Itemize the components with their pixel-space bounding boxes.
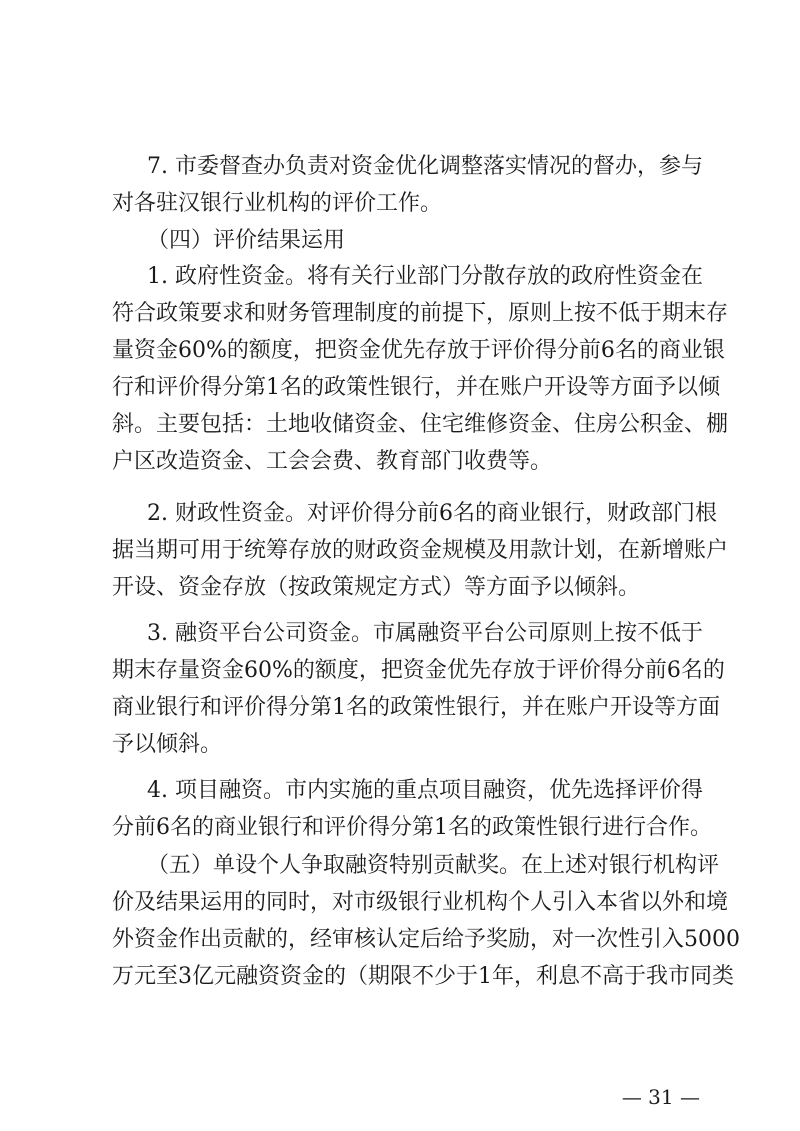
section-5-line-2: 价及结果运用的同时，对市级银行业机构个人引入本省以外和境 — [112, 890, 729, 915]
paragraph-1-line-3: 量资金60%的额度，把资金优先存放于评价得分前6名的商业银 — [112, 338, 725, 363]
paragraph-4-line-1: 4. 项目融资。市内实施的重点项目融资，优先选择评价得 — [147, 778, 703, 803]
paragraph-2-line-2: 据当期可用于统筹存放的财政资金规模及用款计划，在新增账户 — [112, 538, 729, 563]
page-number: — 31 — — [621, 1085, 700, 1109]
paragraph-3-line-4: 予以倾斜。 — [112, 732, 223, 757]
paragraph-1-line-4: 行和评价得分第1名的政策性银行，并在账户开设等方面予以倾 — [112, 375, 720, 400]
paragraph-1-line-6: 户区改造资金、工会会费、教育部门收费等。 — [112, 449, 553, 474]
paragraph-3-line-3: 商业银行和评价得分第1名的政策性银行，并在账户开设等方面 — [112, 695, 720, 720]
paragraph-3-line-1: 3. 融资平台公司资金。市属融资平台公司原则上按不低于 — [147, 621, 703, 646]
paragraph-7-line-1: 7. 市委督查办负责对资金优化调整落实情况的督办，参与 — [147, 154, 703, 179]
section-5-line-1: （五）单设个人争取融资特别贡献奖。在上述对银行机构评 — [147, 853, 720, 878]
section-5-line-4: 万元至3亿元融资资金的（期限不少于1年，利息不高于我市同类 — [112, 964, 734, 989]
paragraph-7-line-2: 对各驻汉银行业机构的评价工作。 — [112, 191, 443, 216]
paragraph-2-line-1: 2. 财政性资金。对评价得分前6名的商业银行，财政部门根 — [147, 501, 717, 526]
section-5-line-3: 外资金作出贡献的，经审核认定后给予奖励，对一次性引入5000 — [112, 927, 740, 952]
section-4-heading: （四）评价结果运用 — [147, 228, 346, 253]
paragraph-3-line-2: 期末存量资金60%的额度，把资金优先存放于评价得分前6名的 — [112, 658, 725, 683]
paragraph-1-line-1: 1. 政府性资金。将有关行业部门分散存放的政府性资金在 — [147, 264, 703, 289]
paragraph-2-line-3: 开设、资金存放（按政策规定方式）等方面予以倾斜。 — [112, 575, 641, 600]
paragraph-1-line-5: 斜。主要包括：土地收储资金、住宅维修资金、住房公积金、棚 — [112, 412, 729, 437]
paragraph-1-line-2: 符合政策要求和财务管理制度的前提下，原则上按不低于期末存 — [112, 301, 729, 326]
paragraph-4-line-2: 分前6名的商业银行和评价得分第1名的政策性银行进行合作。 — [112, 815, 712, 840]
